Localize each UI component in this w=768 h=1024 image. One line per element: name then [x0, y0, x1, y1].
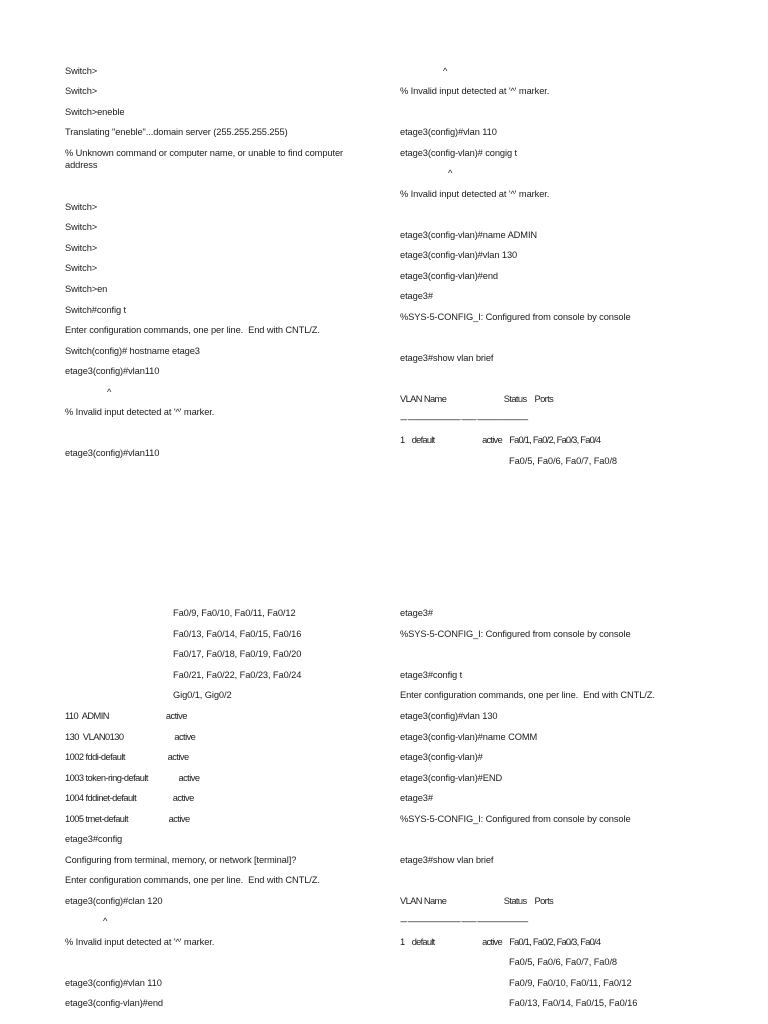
vlan-table-row-continued: Fa0/17, Fa0/18, Fa0/19, Fa0/20 — [173, 649, 302, 659]
vlan-table-rule: ---- -------------------------------- --------- ------------------------------- — [400, 916, 528, 926]
console-line: Enter configuration commands, one per line. End with CNTL/Z. — [65, 325, 320, 335]
vlan-table-row: 130 VLAN0130 active — [65, 732, 196, 742]
console-line: Switch> — [65, 243, 98, 253]
console-line: etage3(config-vlan)#END — [400, 773, 503, 783]
console-line: % Invalid input detected at '^' marker. — [65, 407, 215, 417]
console-line: etage3#show vlan brief — [400, 353, 494, 363]
console-line: etage3(config)#vlan110 — [65, 448, 160, 458]
console-line: etage3(config)#vlan110 — [65, 366, 160, 376]
vlan-table-row-continued: Fa0/13, Fa0/14, Fa0/15, Fa0/16 — [509, 998, 638, 1008]
vlan-table-rule: ---- -------------------------------- --------- ------------------------------- — [400, 414, 528, 424]
console-line: Switch> — [65, 222, 98, 232]
console-line: etage3(config-vlan)#vlan 130 — [400, 250, 518, 260]
console-line: etage3(config-vlan)#end — [65, 998, 163, 1008]
vlan-table-row: 1004 fddinet-default active — [65, 793, 194, 803]
console-line: % Unknown command or computer name, or unable to find computer address — [65, 148, 344, 170]
console-line: Enter configuration commands, one per line. End with CNTL/Z. — [65, 875, 320, 885]
error-caret: ^ — [448, 168, 453, 178]
console-line: Configuring from terminal, memory, or network [terminal]? — [65, 855, 297, 865]
vlan-table-row: 1003 token-ring-default active — [65, 773, 200, 783]
console-line: %SYS-5-CONFIG_I: Configured from console by console — [400, 629, 631, 639]
console-line: etage3(config)#vlan 130 — [400, 711, 498, 721]
vlan-table-header: VLAN Name Status Ports — [400, 394, 554, 404]
vlan-table-row: 1002 fddi-default active — [65, 752, 189, 762]
vlan-table-row-continued: Fa0/5, Fa0/6, Fa0/7, Fa0/8 — [509, 957, 617, 967]
vlan-table-row-continued: Fa0/9, Fa0/10, Fa0/11, Fa0/12 — [509, 978, 632, 988]
console-line: etage3(config-vlan)# — [400, 752, 483, 762]
console-line: etage3(config-vlan)#end — [400, 271, 498, 281]
console-line: %SYS-5-CONFIG_I: Configured from console by console — [400, 814, 631, 824]
console-line: % Invalid input detected at '^' marker. — [65, 937, 215, 947]
vlan-table-row: 1 default active Fa0/1, Fa0/2, Fa0/3, Fa0/4 — [400, 435, 601, 445]
console-line: etage3#config t — [400, 670, 463, 680]
console-line: Switch(config)# hostname etage3 — [65, 346, 200, 356]
vlan-table-row-continued: Fa0/21, Fa0/22, Fa0/23, Fa0/24 — [173, 670, 302, 680]
console-line: etage3#config — [65, 834, 123, 844]
console-line: Translating "eneble"...domain server (255.255.255.255) — [65, 127, 288, 137]
console-line: Switch> — [65, 86, 98, 96]
console-line: etage3#show vlan brief — [400, 855, 494, 865]
vlan-table-row-continued: Fa0/5, Fa0/6, Fa0/7, Fa0/8 — [509, 456, 617, 466]
error-caret: ^ — [443, 66, 448, 76]
console-line: Switch> — [65, 202, 98, 212]
console-line: % Invalid input detected at '^' marker. — [400, 86, 550, 96]
vlan-table-row-continued: Gig0/1, Gig0/2 — [173, 690, 232, 700]
error-caret: ^ — [107, 387, 112, 397]
console-line: Enter configuration commands, one per line. End with CNTL/Z. — [400, 690, 655, 700]
vlan-table-row: 110 ADMIN active — [65, 711, 187, 721]
console-line: etage3(config-vlan)#name COMM — [400, 732, 538, 742]
console-line: etage3# — [400, 608, 433, 618]
vlan-table-row: 1 default active Fa0/1, Fa0/2, Fa0/3, Fa0/4 — [400, 937, 601, 947]
console-line: etage3(config-vlan)#name ADMIN — [400, 230, 538, 240]
vlan-table-row: 1005 trnet-default active — [65, 814, 190, 824]
console-line: % Invalid input detected at '^' marker. — [400, 189, 550, 199]
console-line: etage3(config-vlan)# congig t — [400, 148, 518, 158]
console-line: etage3(config)#vlan 110 — [65, 978, 162, 988]
console-line: etage3(config)#clan 120 — [65, 896, 163, 906]
console-line: Switch#config t — [65, 305, 127, 315]
error-caret: ^ — [103, 916, 108, 926]
console-line: etage3(config)#vlan 110 — [400, 127, 497, 137]
console-line: %SYS-5-CONFIG_I: Configured from console by console — [400, 312, 631, 322]
console-line: Switch> — [65, 263, 98, 273]
console-line: Switch>eneble — [65, 107, 125, 117]
vlan-table-header: VLAN Name Status Ports — [400, 896, 554, 906]
console-line: Switch>en — [65, 284, 108, 294]
vlan-table-row-continued: Fa0/9, Fa0/10, Fa0/11, Fa0/12 — [173, 608, 296, 618]
console-line: etage3# — [400, 291, 433, 301]
vlan-table-row-continued: Fa0/13, Fa0/14, Fa0/15, Fa0/16 — [173, 629, 302, 639]
console-line: etage3# — [400, 793, 433, 803]
console-line: Switch> — [65, 66, 98, 76]
